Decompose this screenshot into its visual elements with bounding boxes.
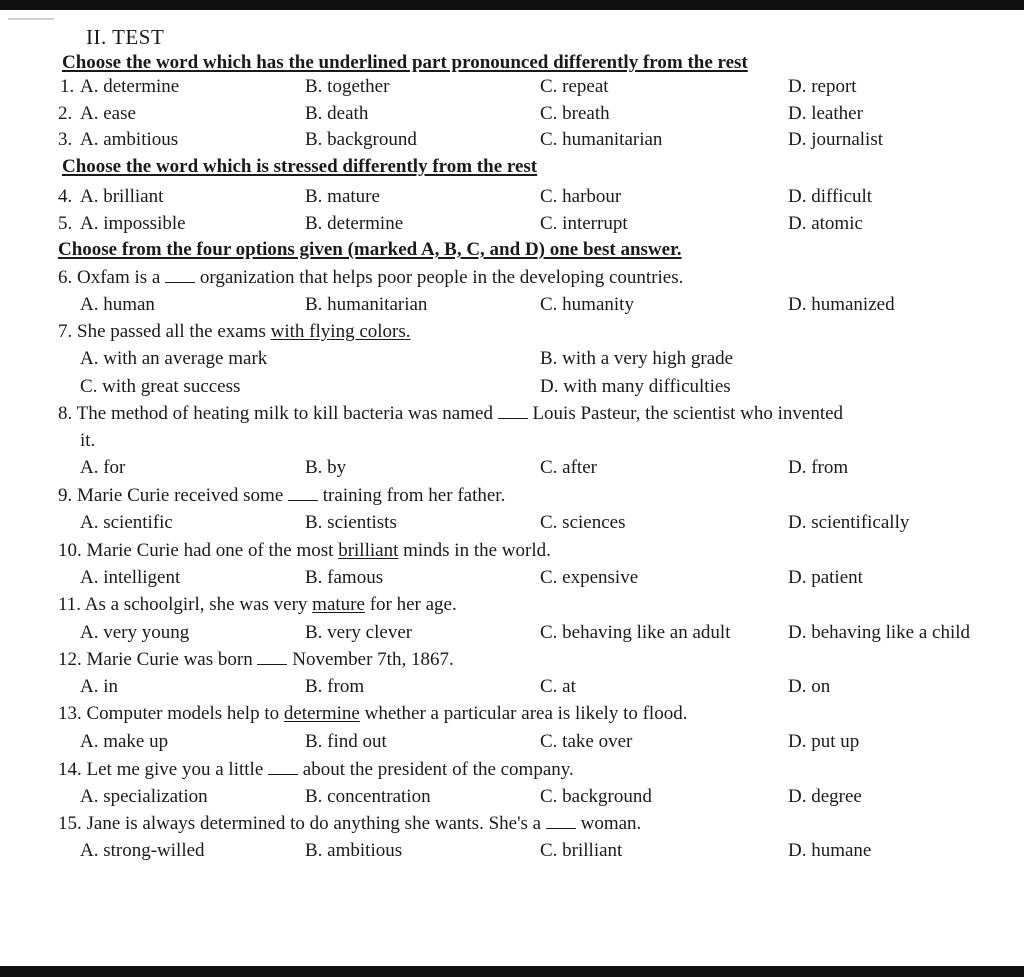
q7-option-c: C. with great success — [80, 376, 241, 397]
q3-option-c: C. humanitarian — [540, 129, 663, 150]
question-5-number: 5. — [58, 213, 73, 234]
q4-option-b: B. mature — [305, 186, 380, 207]
q3-option-b: B. background — [305, 129, 417, 150]
question-7: 7. She passed all the exams with flying colors. — [58, 321, 411, 342]
page-title: II. TEST — [86, 25, 165, 49]
q12-option-b: B. from — [305, 676, 365, 697]
q3-option-a: A. ambitious — [80, 129, 179, 150]
q6-option-c: C. humanity — [540, 294, 634, 315]
q8-option-c: C. after — [540, 457, 597, 478]
q7-option-b: B. with a very high grade — [540, 348, 734, 369]
q5-option-c: C. interrupt — [540, 213, 628, 234]
q5-option-b: B. determine — [305, 213, 404, 234]
question-8-continuation: it. — [80, 430, 96, 451]
q7-option-a: A. with an average mark — [80, 348, 268, 369]
q1-option-c: C. repeat — [540, 76, 609, 97]
bottom-border — [0, 966, 1024, 977]
q2-option-d: D. leather — [788, 103, 863, 124]
answer-blank — [288, 486, 318, 501]
q12-option-d: D. on — [788, 676, 831, 697]
q6-option-a: A. human — [80, 294, 155, 315]
question-14: 14. Let me give you a little about the president of the company. — [58, 759, 574, 780]
q4-option-c: C. harbour — [540, 186, 622, 207]
q15-option-a: A. strong-willed — [80, 840, 205, 861]
q10-option-c: C. expensive — [540, 567, 639, 588]
q11-option-d: D. behaving like a child — [788, 622, 971, 643]
question-10: 10. Marie Curie had one of the most brilliant minds in the world. — [58, 540, 551, 561]
q3-option-d: D. journalist — [788, 129, 883, 150]
q13-option-c: C. take over — [540, 731, 633, 752]
q11-option-a: A. very young — [80, 622, 190, 643]
question-8: 8. The method of heating milk to kill bacteria was named Louis Pasteur, the scientist who invented — [58, 403, 844, 424]
q9-option-d: D. scientifically — [788, 512, 910, 533]
section-3-heading: Choose from the four options given (marked A, B, C, and D) one best answer. — [58, 239, 682, 260]
answer-blank — [268, 760, 298, 775]
q4-option-a: A. brilliant — [80, 186, 164, 207]
answer-blank — [546, 814, 576, 829]
q6-option-b: B. humanitarian — [305, 294, 428, 315]
q12-option-a: A. in — [80, 676, 118, 697]
q9-option-b: B. scientists — [305, 512, 397, 533]
question-12: 12. Marie Curie was born November 7th, 1867. — [58, 649, 454, 670]
q8-option-a: A. for — [80, 457, 126, 478]
q14-option-a: A. specialization — [80, 786, 208, 807]
q15-option-c: C. brilliant — [540, 840, 623, 861]
question-15: 15. Jane is always determined to do anything she wants. She's a woman. — [58, 813, 642, 834]
q10-option-a: A. intelligent — [80, 567, 181, 588]
q4-option-d: D. difficult — [788, 186, 873, 207]
question-3-number: 3. — [58, 129, 73, 150]
answer-blank — [257, 650, 287, 665]
question-4-number: 4. — [58, 186, 73, 207]
q14-option-b: B. concentration — [305, 786, 431, 807]
q14-option-c: C. background — [540, 786, 652, 807]
q1-option-d: D. report — [788, 76, 857, 97]
question-11: 11. As a schoolgirl, she was very mature for her age. — [58, 594, 457, 615]
answer-blank — [165, 268, 195, 283]
question-2-number: 2. — [58, 103, 73, 124]
question-1-number: 1. — [60, 76, 75, 97]
question-9: 9. Marie Curie received some training from her father. — [58, 485, 506, 506]
q9-option-a: A. scientific — [80, 512, 173, 533]
q15-option-d: D. humane — [788, 840, 872, 861]
q13-option-a: A. make up — [80, 731, 169, 752]
q9-option-c: C. sciences — [540, 512, 626, 533]
answer-blank — [498, 404, 528, 419]
section-1-heading: Choose the word which has the underlined part pronounced differently from the rest — [62, 52, 748, 73]
q2-option-c: C. breath — [540, 103, 610, 124]
q2-option-a: A. ease — [80, 103, 136, 124]
q1-option-b: B. together — [305, 76, 390, 97]
q10-option-b: B. famous — [305, 567, 384, 588]
q8-option-d: D. from — [788, 457, 849, 478]
q10-option-d: D. patient — [788, 567, 863, 588]
q11-option-b: B. very clever — [305, 622, 413, 643]
q6-option-d: D. humanized — [788, 294, 895, 315]
q13-option-b: B. find out — [305, 731, 387, 752]
q5-option-a: A. impossible — [80, 213, 186, 234]
question-13: 13. Computer models help to determine whether a particular area is likely to flood. — [58, 703, 688, 724]
question-6: 6. Oxfam is a organization that helps poor people in the developing countries. — [58, 267, 684, 288]
q2-option-b: B. death — [305, 103, 369, 124]
q15-option-b: B. ambitious — [305, 840, 403, 861]
q12-option-c: C. at — [540, 676, 576, 697]
q13-option-d: D. put up — [788, 731, 860, 752]
q7-option-d: D. with many difficulties — [540, 376, 731, 397]
q1-option-a: A. determine — [80, 76, 180, 97]
q14-option-d: D. degree — [788, 786, 862, 807]
q11-option-c: C. behaving like an adult — [540, 622, 731, 643]
q8-option-b: B. by — [305, 457, 347, 478]
section-2-heading: Choose the word which is stressed differently from the rest — [62, 156, 538, 177]
q5-option-d: D. atomic — [788, 213, 863, 234]
